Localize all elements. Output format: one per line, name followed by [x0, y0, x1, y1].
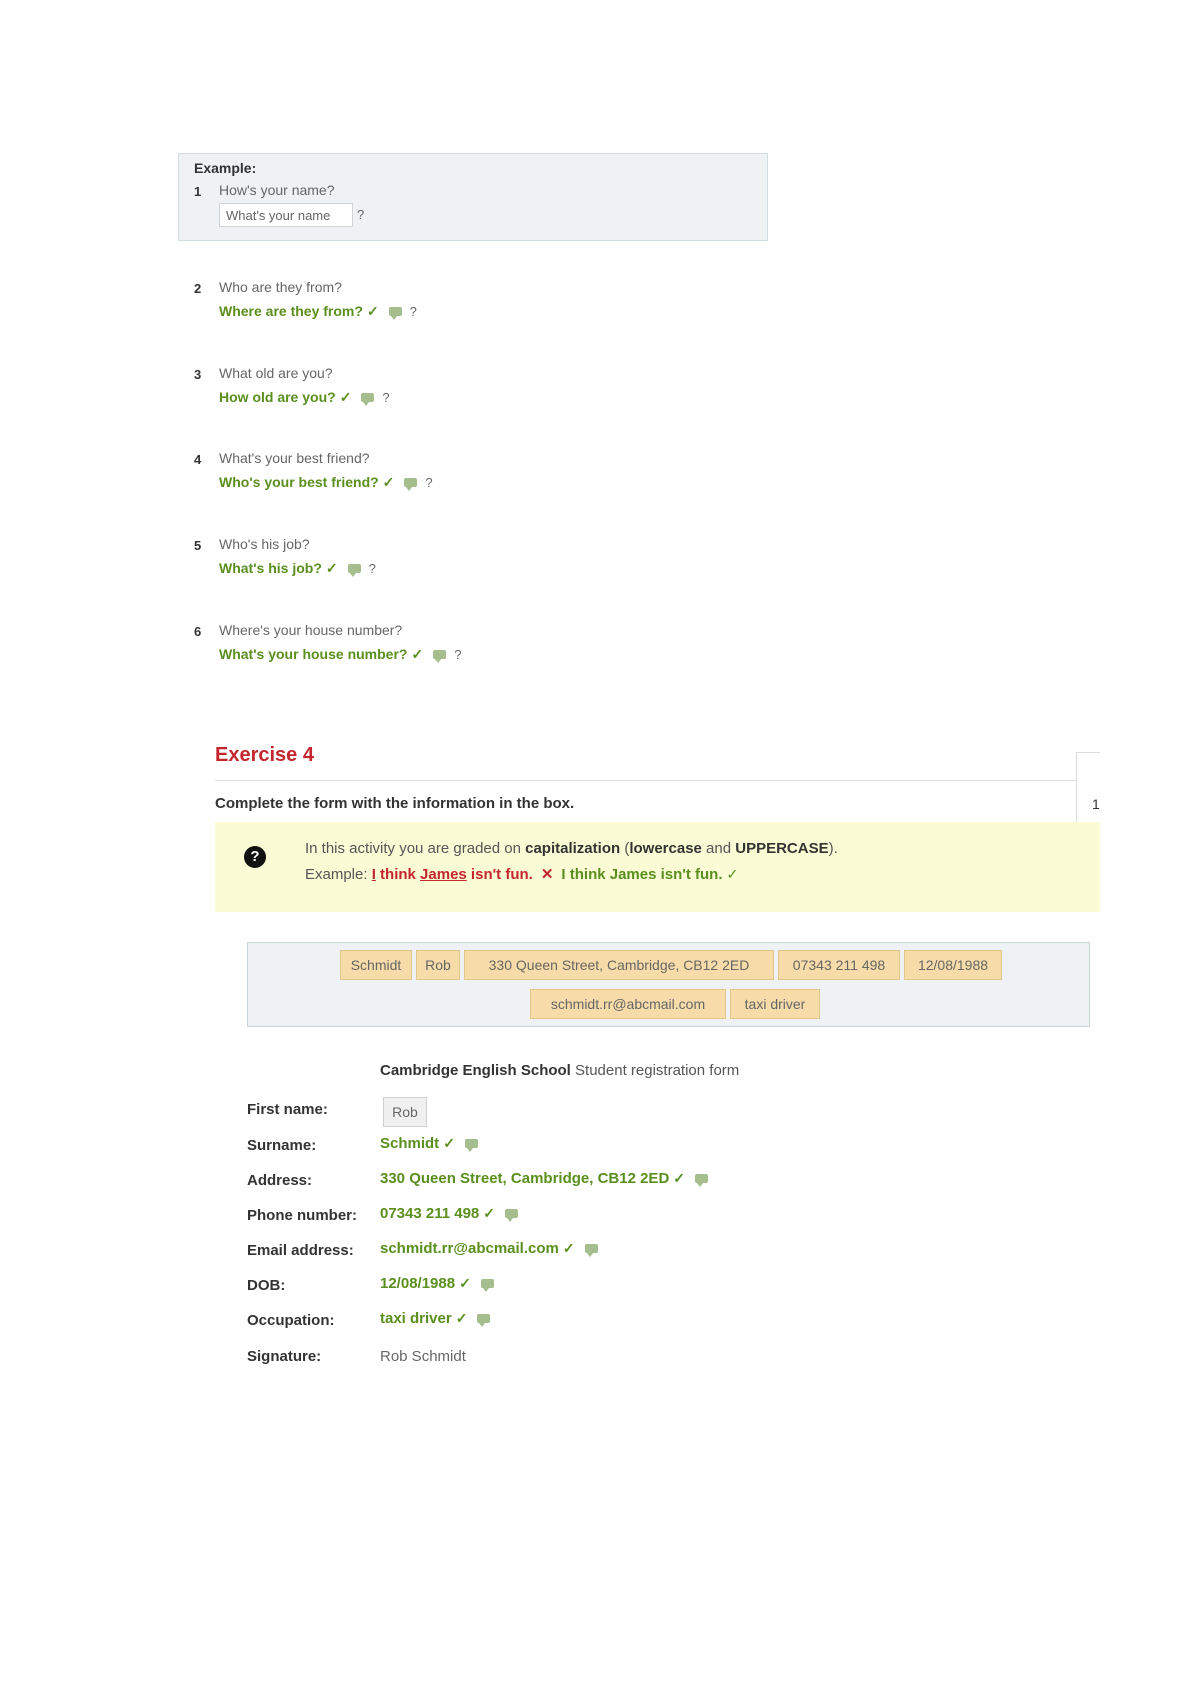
info-text: In this activity you are graded on capitalization (lowercase and UPPERCASE).	[305, 840, 838, 857]
answer-row	[219, 646, 461, 663]
cross-icon: ✕	[540, 866, 554, 883]
exercise-title: Exercise 4	[215, 744, 314, 766]
form-label: Phone number:	[247, 1207, 358, 1224]
check-icon: ✓	[325, 560, 338, 576]
check-icon: ✓	[459, 1275, 471, 1291]
question-mark: ?	[368, 561, 376, 576]
comment-icon[interactable]	[465, 1139, 478, 1148]
comment-icon[interactable]	[585, 1244, 598, 1253]
word-chip[interactable]: Schmidt	[340, 950, 412, 980]
word-chip[interactable]: 12/08/1988	[904, 950, 1002, 980]
question-text: Who are they from?	[219, 279, 342, 295]
form-answer: Schmidt ✓	[380, 1135, 478, 1152]
word-chip[interactable]: taxi driver	[730, 989, 820, 1019]
check-icon: ✓	[562, 1240, 575, 1256]
answer-text: What's his job?	[219, 560, 322, 576]
form-title: Cambridge English School Student registration form	[380, 1062, 740, 1079]
question-text: Where's your house number?	[219, 622, 403, 638]
form-answer: 07343 211 498 ✓	[380, 1205, 518, 1222]
correct-example: I think James isn't fun.	[561, 866, 723, 883]
question-mark: ?	[382, 390, 390, 405]
question-mark: ?	[454, 647, 462, 662]
form-label: Address:	[247, 1172, 313, 1189]
comment-icon[interactable]	[389, 307, 402, 316]
question-mark: ?	[409, 304, 417, 319]
check-icon: ✓	[443, 1135, 455, 1151]
check-icon: ✓	[726, 866, 739, 882]
question-text: What old are you?	[219, 365, 333, 381]
question-text: What's your best friend?	[219, 450, 370, 466]
form-answer: taxi driver ✓	[380, 1310, 490, 1327]
answer-row	[219, 303, 417, 320]
word-chip[interactable]: 330 Queen Street, Cambridge, CB12 2ED	[464, 950, 774, 980]
form-answer: 12/08/1988 ✓	[380, 1275, 494, 1292]
comment-icon[interactable]	[361, 393, 374, 402]
comment-icon[interactable]	[505, 1209, 518, 1218]
check-icon: ✓	[455, 1310, 468, 1326]
side-tab[interactable]	[1076, 752, 1100, 826]
question-mark: ?	[425, 475, 433, 490]
form-answer: schmidt.rr@abcmail.com ✓	[380, 1240, 598, 1257]
comment-icon[interactable]	[433, 650, 446, 659]
instruction: Complete the form with the information in the box.	[215, 795, 575, 812]
divider	[215, 780, 1095, 781]
form-answer: 330 Queen Street, Cambridge, CB12 2ED ✓	[380, 1170, 708, 1187]
side-tab-label: 1	[1092, 796, 1100, 812]
comment-icon[interactable]	[348, 564, 361, 573]
form-label: DOB:	[247, 1277, 286, 1294]
comment-icon[interactable]	[481, 1279, 494, 1288]
answer-row	[219, 474, 433, 491]
check-icon: ✓	[483, 1205, 496, 1221]
form-label: First name:	[247, 1101, 328, 1118]
example-answer-input[interactable]: What's your name	[219, 203, 353, 227]
check-icon: ✓	[382, 474, 395, 490]
check-icon: ✓	[339, 389, 352, 405]
question-mark: ?	[357, 207, 365, 222]
form-label: Surname:	[247, 1137, 317, 1154]
example-label: Example:	[194, 160, 257, 176]
answer-row	[219, 560, 376, 577]
question-text: Who's his job?	[219, 536, 310, 552]
answer-text: How old are you?	[219, 389, 336, 405]
word-chip[interactable]: Rob	[416, 950, 460, 980]
word-chip[interactable]: 07343 211 498	[778, 950, 900, 980]
example-question: How's your name?	[219, 182, 335, 198]
form-label: Signature:	[247, 1348, 322, 1365]
answer-text: Where are they from?	[219, 303, 363, 319]
check-icon: ✓	[673, 1170, 686, 1186]
check-icon: ✓	[366, 303, 379, 319]
question-number: 3	[194, 367, 202, 382]
comment-icon[interactable]	[695, 1174, 708, 1183]
info-example: Example: I think James isn't fun. ✕ I think James isn't fun. ✓	[305, 866, 739, 883]
word-box	[247, 942, 1090, 1027]
answer-text: Who's your best friend?	[219, 474, 379, 490]
answer-text: What's your house number?	[219, 646, 408, 662]
form-label: Occupation:	[247, 1312, 335, 1329]
word-chip[interactable]: schmidt.rr@abcmail.com	[530, 989, 726, 1019]
comment-icon[interactable]	[404, 478, 417, 487]
form-label: Email address:	[247, 1242, 354, 1259]
check-icon: ✓	[411, 646, 424, 662]
question-number: 4	[194, 452, 202, 467]
question-number: 6	[194, 624, 202, 639]
question-number: 2	[194, 281, 202, 296]
question-number: 5	[194, 538, 202, 553]
question-number: 1	[194, 184, 202, 199]
question-circle-icon: ?	[244, 846, 266, 868]
answer-row	[219, 389, 390, 406]
first-name-input[interactable]: Rob	[383, 1097, 427, 1127]
signature-value: Rob Schmidt	[380, 1348, 466, 1365]
comment-icon[interactable]	[477, 1314, 490, 1323]
